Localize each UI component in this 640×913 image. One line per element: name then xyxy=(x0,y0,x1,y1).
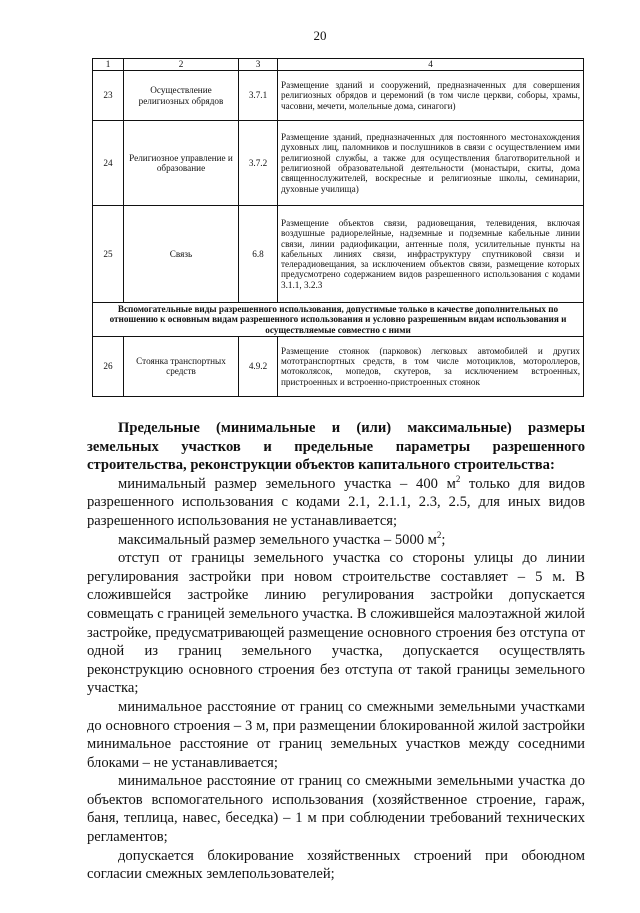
paragraph-min-plot-size xyxy=(87,475,585,531)
column-header-1: 1 xyxy=(93,59,124,71)
paragraph-main-building-distance: минимальное расстояние от границ со смежными земельными участками до основного строения – 3 м, при размещении блокированной жилой застройки минимальное расстояние от границ земельных участков между соседними блоками – не устанавливается; xyxy=(87,698,585,771)
row-number: 23 xyxy=(93,71,124,121)
table-header-row xyxy=(93,59,584,71)
column-header-3: 3 xyxy=(239,59,278,71)
paragraph-text: только для видов разрешенного использования с кодами 2.1, 2.1.1, 2.3, 2.5, для иных видов разрешенного использования не устанавливается; xyxy=(87,475,585,529)
paragraph-text: минимальный размер земельного участка – 400 м xyxy=(118,475,456,492)
auxiliary-uses-row xyxy=(93,303,584,337)
table-row xyxy=(93,121,584,206)
use-type-code: 3.7.2 xyxy=(239,121,278,206)
paragraph-auxiliary-building-distance: минимальное расстояние от границ со смежными земельными участка до объектов вспомогательного использования (хозяйственное строение, гараж, баня, теплица, навес, беседка) – 1 м при соблюдении требований технических регламентов; xyxy=(87,773,585,846)
land-use-table xyxy=(92,58,584,397)
column-header-2: 2 xyxy=(124,59,239,71)
use-type-description: Размещение зданий и сооружений, предназначенных для совершения религиозных обрядов и церемоний (в том числе церкви, соборы, храмы, часовни, мечети, молельные дома, синагоги) xyxy=(278,71,584,121)
use-type-code: 6.8 xyxy=(239,206,278,303)
table-row xyxy=(93,71,584,121)
use-type-code: 3.7.1 xyxy=(239,71,278,121)
use-type-name: Связь xyxy=(124,206,239,303)
row-number: 26 xyxy=(93,336,124,396)
row-number: 25 xyxy=(93,206,124,303)
table-row xyxy=(93,336,584,396)
paragraph-max-plot-size xyxy=(87,531,585,550)
use-type-description: Размещение объектов связи, радиовещания, телевидения, включая воздушные радиорелейные, надземные и подземные кабельные линии связи, линии радиофикации, антенные поля, усилительные пункты на кабельных линиях связи, инфраструктуру спутниковой связи и телерадиовещания, за исключением объектов связи, размещение которых предусмотрено содержанием видов разрешенного использования с кодами 3.1.1, 3.2.3 xyxy=(278,206,584,303)
column-header-4: 4 xyxy=(278,59,584,71)
body-text xyxy=(87,419,585,884)
paragraph-blocking-permission: допускается блокирование хозяйственных строений при обоюдном согласии смежных землепользователей; xyxy=(87,847,585,883)
superscript: 2 xyxy=(455,473,461,484)
paragraph-text: ; xyxy=(441,531,446,548)
use-type-description: Размещение зданий, предназначенных для постоянного местонахождения духовных лиц, паломников и послушников в связи с осуществлением ими религиозной службы, а также для осуществления благотворительной и религиозной образовательной деятельности (монастыри, скиты, дома священнослужителей, воскресные и религиозные школы, семинарии, духовные училища) xyxy=(278,121,584,206)
use-type-code: 4.9.2 xyxy=(239,336,278,396)
superscript: 2 xyxy=(436,529,442,540)
page-number: 20 xyxy=(313,28,327,43)
use-type-name: Стоянка транспортных средств xyxy=(124,336,239,396)
section-heading: Предельные (минимальные и (или) максимальные) размеры земельных участков и предельные параметры разрешенного строительства, реконструкции объектов капитального строительства: xyxy=(87,420,585,474)
paragraph-text: максимальный размер земельного участка – 5000 м xyxy=(118,531,437,548)
paragraph-street-setback: отступ от границы земельного участка со стороны улицы до линии регулирования застройки при новом строительстве составляет – 5 м. В сложившейся застройке линию регулирования застройки допускается совмещать с границей земельного участка. В сложившейся малоэтажной жилой застройке, предусматривающей размещение основного строения без отступа от одной из границ земельного участка, допускается осуществлять реконструкцию основного строения без отступа от такой границы земельного участка; xyxy=(87,550,585,697)
use-type-name: Религиозное управление и образование xyxy=(124,121,239,206)
auxiliary-uses-note: Вспомогательные виды разрешенного использования, допустимые только в качестве дополнительных по отношению к основным видам разрешенного использования и условно разрешенным видам использования и осуществляемые совместно с ними xyxy=(93,303,584,337)
use-type-name: Осуществление религиозных обрядов xyxy=(124,71,239,121)
use-type-description: Размещение стоянок (парковок) легковых автомобилей и других мототранспортных средств, в том числе мотоциклов, мотороллеров, мотоколясок, мопедов, скутеров, за исключением встроенных, пристроенных и встроенно-пристроенных стоянок xyxy=(278,336,584,396)
row-number: 24 xyxy=(93,121,124,206)
table-row xyxy=(93,206,584,303)
